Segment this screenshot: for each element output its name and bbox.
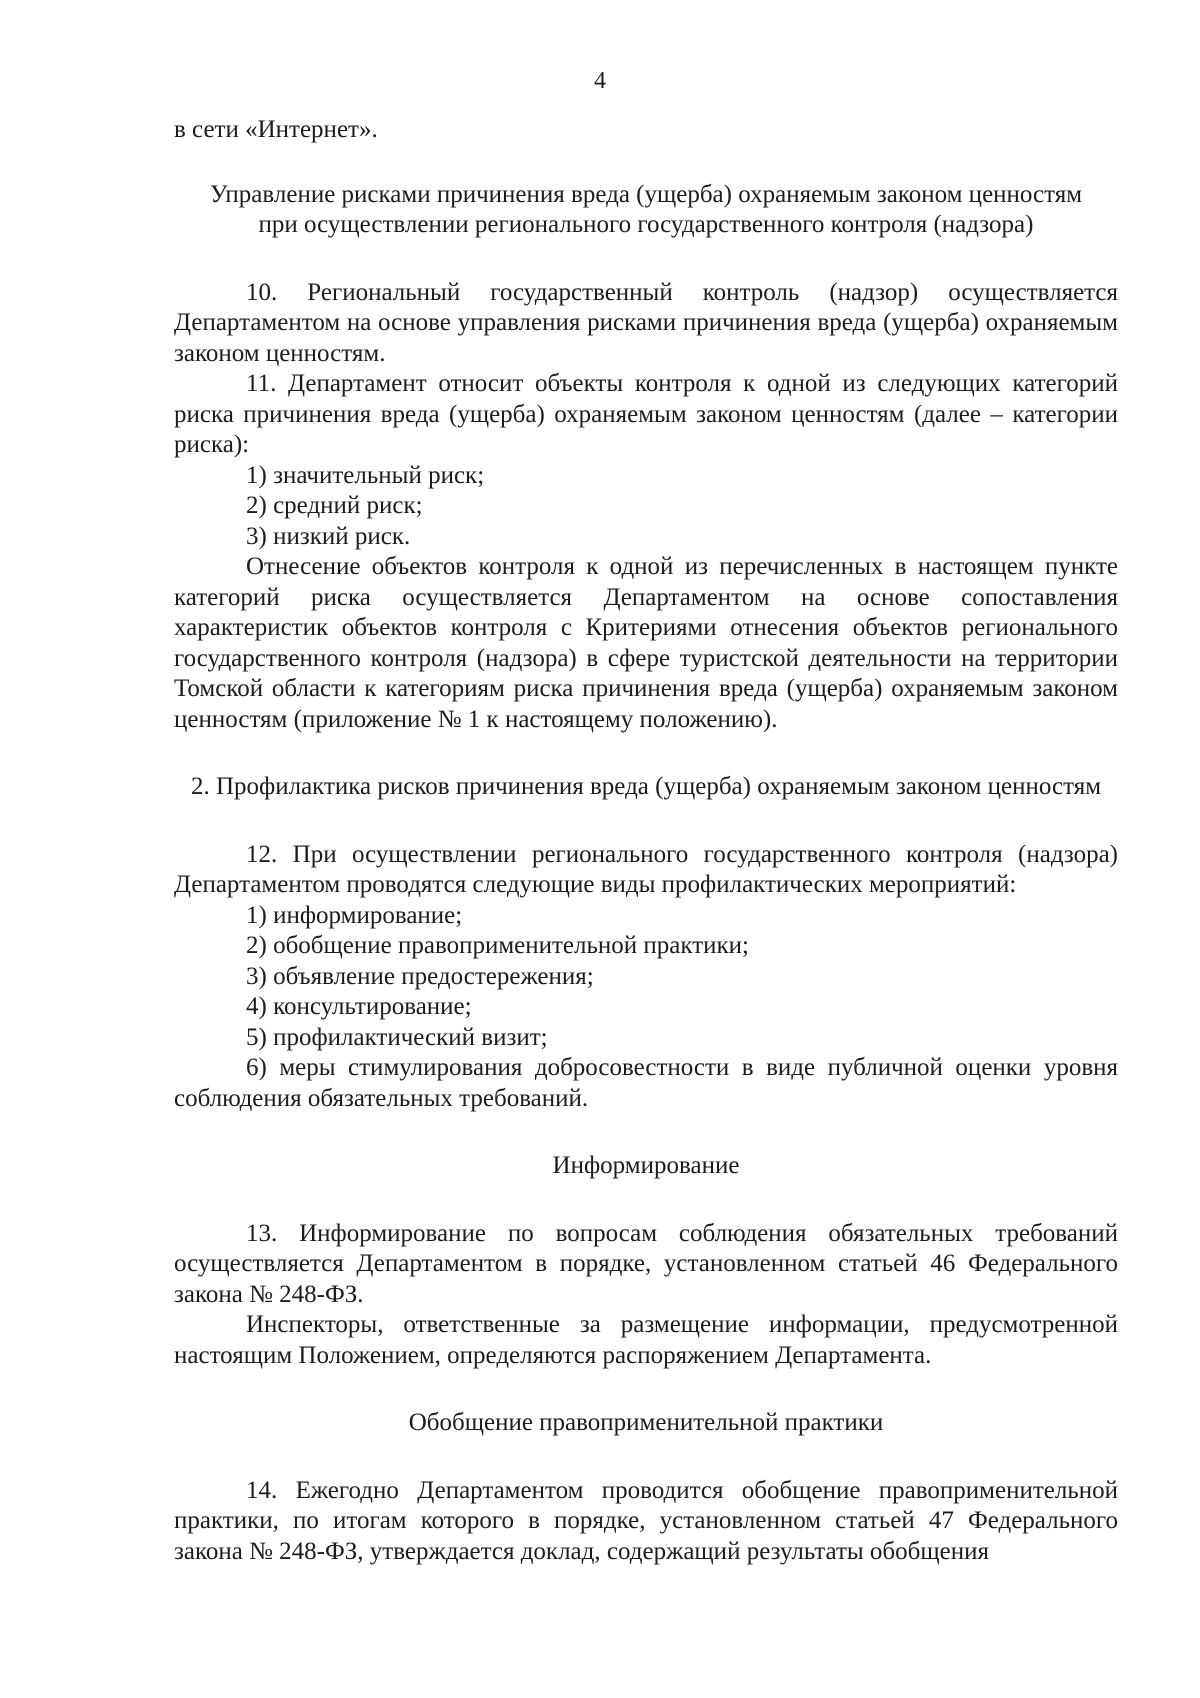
document-body [174, 115, 1118, 1567]
page-number: 4 [594, 68, 606, 94]
paragraph-13: 13. Информирование по вопросам соблюдения обязательных требований осуществляется Департаментом в порядке, установленном статьей 46 Федерального закона № 248-ФЗ. [174, 1219, 1118, 1308]
risk-category-item: 3) низкий риск. [246, 522, 411, 550]
spacer [174, 1114, 1118, 1151]
spacer [174, 146, 1118, 180]
prevention-measure-item: 1) информирование; [246, 901, 463, 929]
section-heading-informing: Информирование [552, 1152, 740, 1179]
spacer [174, 1439, 1118, 1476]
continuation-text: в сети «Интернет». [174, 116, 378, 143]
paragraph-11-assignment: Отнесение объектов контроля к одной из перечисленных в настоящем пункте категорий риска осуществляется Департаментом на основе сопоставления характеристик объектов контроля с Критериями отнесения объектов регионального государственного контроля (надзора) в сфере туристской деятельности на территории Томской области к категориям риска причинения вреда (ущерба) охраняемым законом ценностям (приложение № 1 к настоящему положению). [174, 553, 1118, 733]
paragraph-12: 12. При осуществлении регионального государственного контроля (надзора) Департаментом проводятся следующие виды профилактических мероприятий: [174, 840, 1118, 898]
section-heading-prevention: 2. Профилактика рисков причинения вреда (ущерба) охраняемым законом ценностям [190, 773, 1102, 800]
section-heading-risk-management: Управление рисками причинения вреда (ущерба) охраняемым законом ценностям при осуществлении регионального государственного контроля (надзора) [209, 180, 1083, 238]
spacer [174, 735, 1118, 772]
paragraph-13-inspectors: Инспекторы, ответственные за размещение информации, предусмотренной настоящим Положением, определяются распоряжением Департамента. [174, 1311, 1118, 1369]
prevention-measure-item: 5) профилактический визит; [246, 1023, 548, 1051]
spacer [174, 1182, 1118, 1219]
risk-category-item: 2) средний риск; [246, 492, 423, 519]
spacer [174, 803, 1118, 840]
paragraph-10: 10. Региональный государственный контроль (надзор) осуществляется Департаментом на основе управления рисками причинения вреда (ущерба) охраняемым законом ценностям. [174, 278, 1118, 367]
spacer [174, 241, 1118, 278]
paragraph-14: 14. Ежегодно Департаментом проводится обобщение правоприменительной практики, по итогам которого в порядке, установленном статьей 47 Федерального закона № 248-ФЗ, утверждается доклад, содержащий результаты обобщения [174, 1476, 1118, 1565]
spacer [174, 1371, 1118, 1408]
prevention-measure-item: 2) обобщение правоприменительной практики; [246, 932, 749, 959]
prevention-measure-item: 4) консультирование; [246, 993, 472, 1020]
section-heading-generalization: Обобщение правоприменительной практики [408, 1409, 884, 1436]
paragraph-11: 11. Департамент относит объекты контроля к одной из следующих категорий риска причинения вреда (ущерба) охраняемым законом ценностям (далее – категории риска): [174, 370, 1118, 458]
risk-category-item: 1) значительный риск; [246, 461, 485, 489]
prevention-measure-item: 3) объявление предостережения; [246, 962, 594, 990]
prevention-measure-item: 6) меры стимулирования добросовестности в виде публичной оценки уровня соблюдения обязательных требований. [174, 1054, 1118, 1112]
